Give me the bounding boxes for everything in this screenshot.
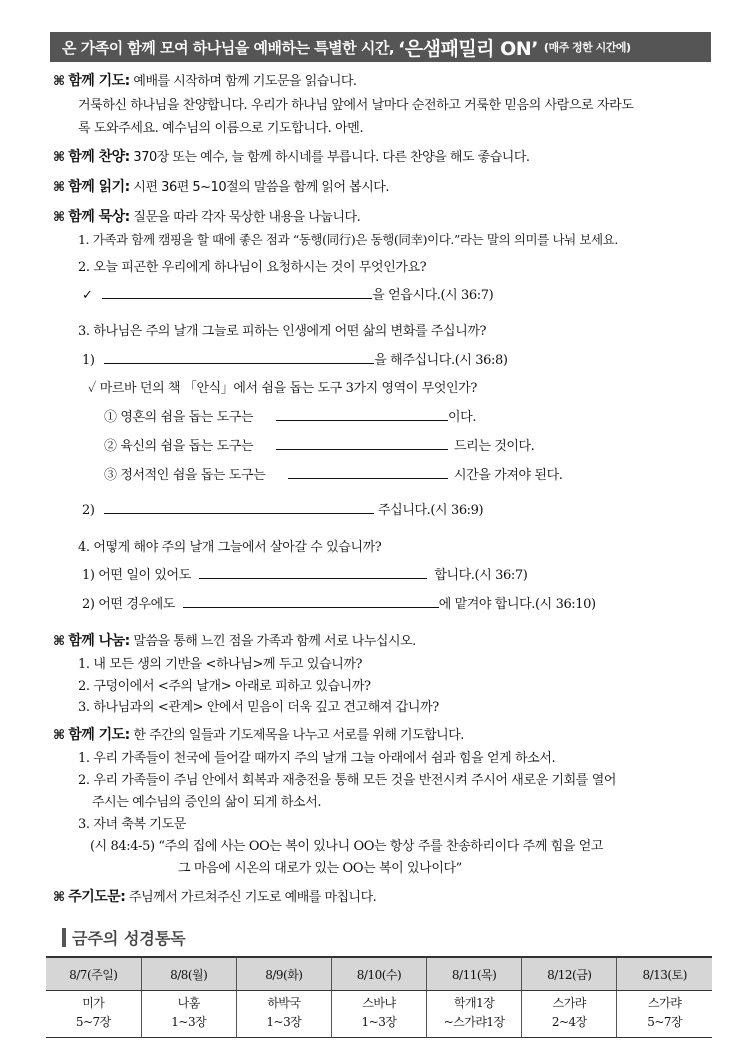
section-meditation xyxy=(53,206,360,226)
section-prayer-closing xyxy=(53,724,464,744)
section-title: 함께 찬양: xyxy=(68,149,130,165)
answer-blank[interactable] xyxy=(288,466,448,479)
table-cell: 스가랴 5~7장 xyxy=(617,991,712,1038)
sharing-item: 1. 내 모든 생의 기반을 <하나님>께 두고 있습니까? xyxy=(78,657,363,672)
table-cell: 나훔 1~3장 xyxy=(141,991,236,1038)
header-brand: ‘은샘패밀리 ON’ xyxy=(398,37,538,60)
answer-blank[interactable] xyxy=(104,351,374,364)
bible-reading-title: 금주의 성경통독 xyxy=(62,926,186,949)
prayer-item: 2. 우리 가족들이 주님 안에서 회복과 재충전을 통해 모든 것을 반전시켜 주시어 새로운 기회를 열어 xyxy=(78,773,617,788)
column-header: 8/10(수) xyxy=(331,957,426,991)
answer-suffix: 을 얻읍시다.(시 36:7) xyxy=(372,288,494,303)
column-header: 8/11(목) xyxy=(427,957,522,991)
section-sharing xyxy=(53,630,416,650)
blessing-verse: 그 마음에 시온의 대로가 있는 OO는 복이 있나이다” xyxy=(178,861,462,876)
answer-row-q4-2: 2) 어떤 경우에도 에 맡겨야 합니다.(시 36:10) xyxy=(82,597,596,612)
bible-reading-table xyxy=(46,956,712,1038)
sharing-item: 3. 하나님과의 <관계> 안에서 믿음이 더욱 깊고 견고해져 갑니까? xyxy=(78,700,439,715)
prayer-item: 3. 자녀 축복 기도문 xyxy=(78,817,186,832)
column-header: 8/7(주일) xyxy=(46,957,141,991)
header-title: 온 가족이 함께 모여 하나님을 예배하는 특별한 시간, xyxy=(62,38,395,57)
section-prayer-open xyxy=(53,70,357,90)
answer-blank[interactable] xyxy=(183,595,439,608)
prayer-line: 록 도와주세요. 예수님의 이름으로 기도합니다. 아멘. xyxy=(78,121,364,136)
column-header: 8/12(금) xyxy=(522,957,617,991)
prayer-item: 1. 우리 가족들이 천국에 들어갈 때까지 주의 날개 그늘 아래에서 쉼과 힘을 얻게 하소서. xyxy=(78,751,556,766)
answer-blank[interactable] xyxy=(276,437,448,450)
sharing-item: 2. 구덩이에서 <주의 날개> 아래로 피하고 있습니까? xyxy=(78,679,371,694)
section-desc: 질문을 따라 각자 묵상한 내용을 나눕니다. xyxy=(133,210,361,225)
header-banner xyxy=(50,32,711,62)
question-4: 4. 어떻게 해야 주의 날개 그늘에서 살아갈 수 있습니까? xyxy=(78,540,382,555)
question-1: 1. 가족과 함께 캠핑을 할 때에 좋은 점과 “동행(同行)은 동행(同幸)이다.”라는 말의 의미를 나눠 보세요. xyxy=(78,232,618,247)
rest-tool-item: ② 육신의 쉼을 돕는 도구는 드리는 것이다. xyxy=(104,439,535,454)
answer-blank[interactable] xyxy=(199,566,427,579)
answer-suffix: 주십니다.(시 36:9) xyxy=(378,503,484,518)
table-cell: 스가랴 2~4장 xyxy=(522,991,617,1038)
header-note: (매주 정한 시간에) xyxy=(543,41,631,54)
section-desc: 시편 36편 5~10절의 말씀을 함께 읽어 봅시다. xyxy=(133,180,389,195)
command-icon: ⌘ xyxy=(53,180,65,195)
command-icon: ⌘ xyxy=(53,74,65,89)
command-icon: ⌘ xyxy=(53,634,65,649)
answer-blank[interactable] xyxy=(276,408,448,421)
item-number: 1) xyxy=(82,353,95,368)
table-cell: 미가 5~7장 xyxy=(46,991,141,1038)
prayer-item: 주시는 예수님의 증인의 삶이 되게 하소서. xyxy=(92,795,322,810)
section-lords-prayer xyxy=(53,886,376,906)
command-icon: ⌘ xyxy=(53,150,65,165)
answer-row-q3-1 xyxy=(82,349,508,368)
table-cell: 학개1장 ~스가랴1장 xyxy=(427,991,522,1038)
question-3: 3. 하나님은 주의 날개 그늘로 피하는 인생에게 어떤 삶의 변화를 주십니까? xyxy=(78,324,487,339)
section-reading xyxy=(53,176,389,196)
check-icon: ✓ xyxy=(82,288,93,303)
section-title: 함께 기도: xyxy=(68,73,130,89)
title-bar-decoration xyxy=(62,928,66,947)
rest-tool-item: ① 영혼의 쉼을 돕는 도구는 이다. xyxy=(104,410,477,425)
section-praise xyxy=(53,146,530,166)
section-desc: 예배를 시작하며 함께 기도문을 읽습니다. xyxy=(133,74,357,89)
command-icon: ⌘ xyxy=(53,728,65,743)
answer-blank[interactable] xyxy=(102,286,372,299)
column-header: 8/13(토) xyxy=(617,957,712,991)
section-desc: 한 주간의 일들과 기도제목을 나누고 서로를 위해 기도합니다. xyxy=(133,728,464,743)
table-header-row xyxy=(46,957,712,991)
rest-tool-item: ③ 정서적인 쉼을 돕는 도구는 시간을 가져야 된다. xyxy=(104,468,563,483)
section-title: 함께 묵상: xyxy=(68,209,130,225)
section-desc: 말씀을 통해 느낀 점을 가족과 함께 서로 나누십시오. xyxy=(133,634,416,649)
answer-row-q3-2 xyxy=(82,499,483,518)
answer-suffix: 을 해주십니다.(시 36:8) xyxy=(374,353,508,368)
section-title: 함께 기도: xyxy=(68,727,130,743)
command-icon: ⌘ xyxy=(53,890,65,905)
column-header: 8/8(월) xyxy=(141,957,236,991)
section-title: 함께 읽기: xyxy=(68,179,130,195)
table-cell: 하박국 1~3장 xyxy=(236,991,331,1038)
answer-blank[interactable] xyxy=(104,501,374,514)
section-title: 주기도문: xyxy=(68,889,126,905)
answer-row-q2 xyxy=(82,284,493,303)
question-2: 2. 오늘 피곤한 우리에게 하나님이 요청하시는 것이 무엇인가요? xyxy=(78,260,427,275)
section-desc: 370장 또는 예수, 늘 함께 하시네를 부릅니다. 다른 찬양을 해도 좋습니다. xyxy=(133,150,530,165)
table-cell: 스바냐 1~3장 xyxy=(331,991,426,1038)
blessing-verse: (시 84:4-5) “주의 집에 사는 OO는 복이 있나니 OO는 항상 주를 찬송하리이다 주께 힘을 얻고 xyxy=(90,839,604,854)
prayer-line: 거룩하신 하나님을 찬양합니다. 우리가 하나님 앞에서 날마다 순전하고 거룩한 믿음의 사람으로 자라도 xyxy=(78,98,634,113)
command-icon: ⌘ xyxy=(53,210,65,225)
answer-row-q4-1: 1) 어떤 일이 있어도 합니다.(시 36:7) xyxy=(82,568,528,583)
section-title: 함께 나눔: xyxy=(68,633,130,649)
item-number: 2) xyxy=(82,503,95,518)
section-desc: 주님께서 가르쳐주신 기도로 예배를 마칩니다. xyxy=(129,890,377,905)
table-row xyxy=(46,991,712,1038)
rest-tools-question: ✓ 마르바 던의 책 「안식」에서 쉼을 돕는 도구 3가지 영역이 무엇인가? xyxy=(88,381,477,396)
column-header: 8/9(화) xyxy=(236,957,331,991)
